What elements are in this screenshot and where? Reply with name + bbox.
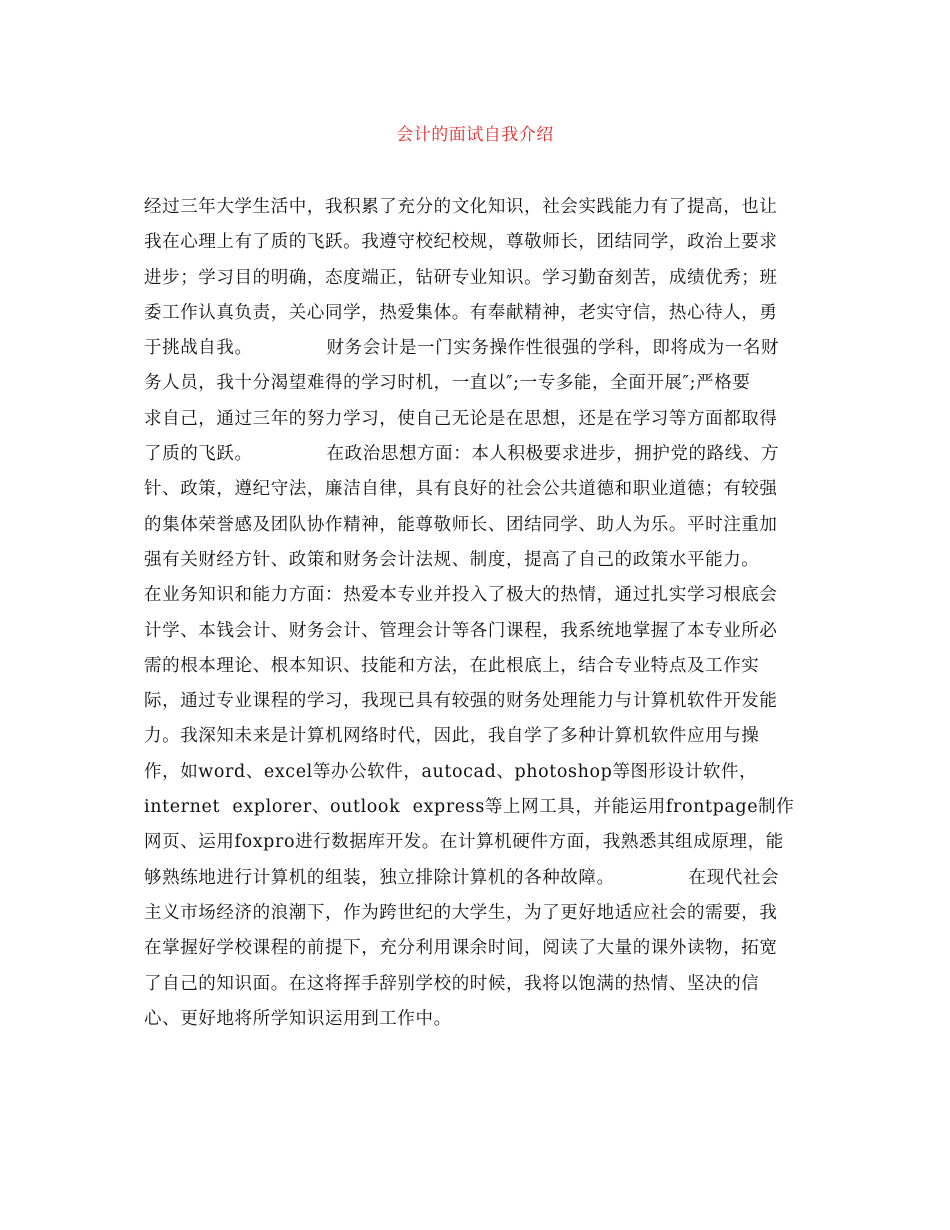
- body-line: 了自己的知识面。在这将挥手辞别学校的时候，我将以饱满的热情、坚决的信: [144, 973, 760, 994]
- body-line: 在业务知识和能力方面：热爱本专业并投入了极大的热情，通过扎实学习根底会: [144, 585, 778, 606]
- body-line: 心、更好地将所学知识运用到工作中。: [144, 1008, 452, 1029]
- body-line: 进步；学习目的明确，态度端正，钻研专业知识。学习勤奋刻苦，成绩优秀；班: [144, 267, 778, 288]
- body-line: 际，通过专业课程的学习，我现已具有较强的财务处理能力与计算机软件开发能: [144, 691, 778, 712]
- body-line: 务人员，我十分渴望难得的学习时机，一直以″;一专多能，全面开展″;严格要: [144, 373, 751, 394]
- body-line: 我在心理上有了质的飞跃。我遵守校纪校规，尊敬师长，团结同学，政治上要求: [144, 232, 778, 253]
- body-line: 够熟练地进行计算机的组装，独立排除计算机的各种故障。 在现代社会: [144, 867, 780, 888]
- body-line: 委工作认真负责，关心同学，热爱集体。有奉献精神，老实守信，热心待人，勇: [144, 302, 778, 323]
- body-line: internet explorer、outlook express等上网工具，并能运用frontpage制作: [144, 797, 795, 818]
- body-line: 力。我深知未来是计算机网络时代，因此，我自学了多种计算机软件应用与操: [144, 726, 760, 747]
- body-line: 经过三年大学生活中，我积累了充分的文化知识，社会实践能力有了提高，也让: [144, 197, 778, 217]
- body-line: 针、政策，遵纪守法，廉洁自律，具有良好的社会公共道德和职业道德；有较强: [144, 479, 778, 500]
- body-line: 在掌握好学校课程的前提下，充分利用课余时间，阅读了大量的课外读物，拓宽: [144, 938, 778, 959]
- body-line: 强有关财经方针、政策和财务会计法规、制度，提高了自己的政策水平能力。: [144, 549, 760, 570]
- body-line: 计学、本钱会计、财务会计、管理会计等各门课程，我系统地掌握了本专业所必: [144, 620, 778, 641]
- body-line: 求自己，通过三年的努力学习，使自己无论是在思想，还是在学习等方面都取得: [144, 408, 778, 429]
- body-line: 作，如word、excel等办公软件，autocad、photoshop等图形设计软件，: [144, 761, 758, 782]
- body-line: 了质的飞跃。 在政治思想方面：本人积极要求进步，拥护党的路线、方: [144, 444, 780, 465]
- body-line: 需的根本理论、根本知识、技能和方法，在此根底上，结合专业特点及工作实: [144, 655, 760, 676]
- body-line: 于挑战自我。 财务会计是一门实务操作性很强的学科，即将成为一名财: [144, 338, 780, 359]
- document-body: [144, 194, 814, 1041]
- body-line: 的集体荣誉感及团队协作精神，能尊敬师长、团结同学、助人为乐。平时注重加: [144, 514, 778, 535]
- document-title: 会计的面试自我介绍: [396, 125, 554, 145]
- body-line: 主义市场经济的浪潮下，作为跨世纪的大学生，为了更好地适应社会的需要，我: [144, 902, 778, 923]
- body-line: 网页、运用foxpro进行数据库开发。在计算机硬件方面，我熟悉其组成原理，能: [144, 832, 784, 853]
